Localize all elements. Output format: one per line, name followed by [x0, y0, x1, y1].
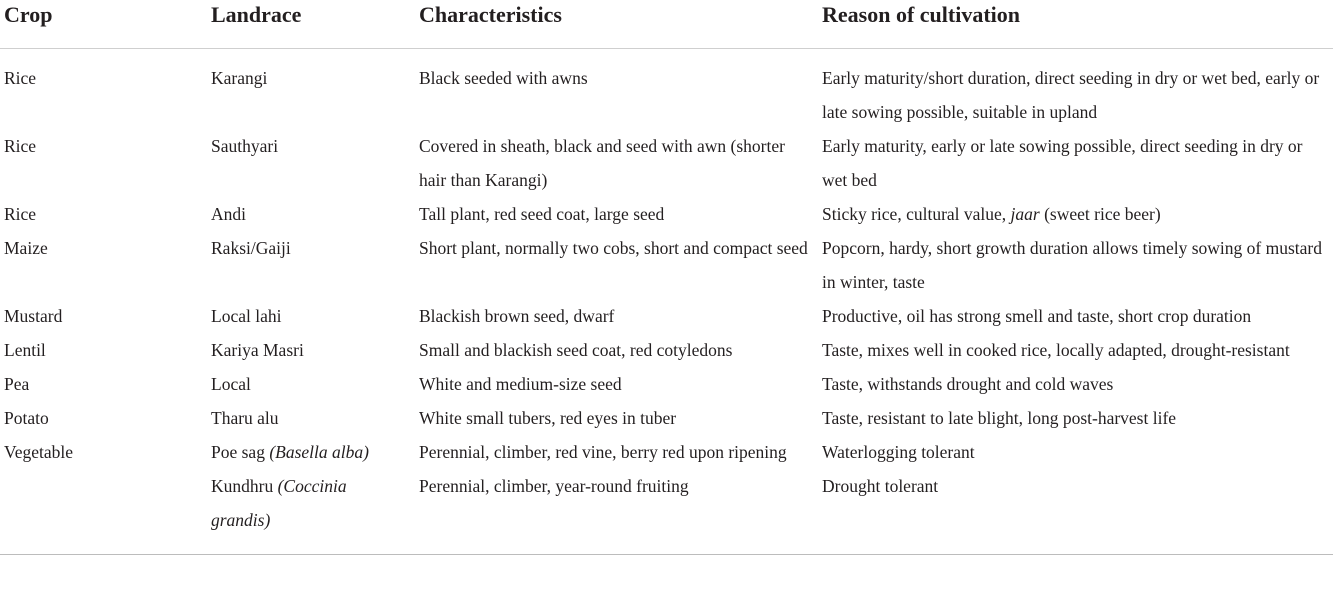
- cell-crop: Mustard: [4, 306, 63, 326]
- table-row: [0, 197, 1333, 231]
- cell-reason: Taste, withstands drought and cold waves: [822, 374, 1114, 394]
- cell-crop: Rice: [4, 68, 37, 88]
- cell-reason: Popcorn, hardy, short growth duration allows timely sowing of mustard in winter, taste: [822, 238, 1322, 292]
- cell-landrace: Sauthyari: [211, 136, 279, 156]
- header-landrace: Landrace: [207, 0, 415, 49]
- cell-characteristics: Blackish brown seed, dwarf: [419, 306, 615, 326]
- cell-characteristics: White and medium-size seed: [419, 374, 622, 394]
- cell-landrace: Kariya Masri: [211, 340, 304, 360]
- cell-characteristics: Short plant, normally two cobs, short and compact seed: [419, 238, 808, 258]
- table-bottom-rule: [0, 554, 1333, 555]
- cell-characteristics: Covered in sheath, black and seed with awn (shorter hair than Karangi): [419, 136, 785, 190]
- cell-crop: Lentil: [4, 340, 46, 360]
- cell-reason: Waterlogging tolerant: [822, 442, 975, 462]
- cell-landrace: Local lahi: [211, 306, 282, 326]
- cell-landrace: Andi: [211, 204, 246, 224]
- cell-landrace: Local: [211, 374, 251, 394]
- cell-characteristics: Perennial, climber, red vine, berry red upon ripening: [419, 442, 787, 462]
- cell-crop: Maize: [4, 238, 48, 258]
- table-row: [0, 49, 1333, 130]
- cell-reason: Taste, resistant to late blight, long post-harvest life: [822, 408, 1177, 428]
- cell-crop: Rice: [4, 204, 37, 224]
- cell-landrace: Karangi: [211, 68, 268, 88]
- cell-crop: [0, 469, 207, 554]
- header-characteristics: Characteristics: [415, 0, 818, 49]
- cell-landrace: Tharu alu: [211, 408, 279, 428]
- table-row: [0, 435, 1333, 469]
- table-row: [0, 333, 1333, 367]
- table-header-row: [0, 0, 1333, 49]
- cell-characteristics: Tall plant, red seed coat, large seed: [419, 204, 665, 224]
- cell-characteristics: Perennial, climber, year-round fruiting: [419, 476, 689, 496]
- cell-landrace: Raksi/Gaiji: [211, 238, 291, 258]
- cell-characteristics: Small and blackish seed coat, red cotyledons: [419, 340, 733, 360]
- table-row: [0, 401, 1333, 435]
- cell-landrace: Poe sag (Basella alba): [211, 442, 369, 462]
- cell-reason: Drought tolerant: [822, 476, 939, 496]
- cell-reason: Early maturity, early or late sowing possible, direct seeding in dry or wet bed: [822, 136, 1303, 190]
- cell-crop: Rice: [4, 136, 37, 156]
- header-reason: Reason of cultivation: [818, 0, 1333, 49]
- cell-characteristics: White small tubers, red eyes in tuber: [419, 408, 677, 428]
- cell-characteristics: Black seeded with awns: [419, 68, 588, 88]
- cell-crop: Pea: [4, 374, 30, 394]
- cell-crop: Potato: [4, 408, 49, 428]
- table-row: [0, 299, 1333, 333]
- cell-landrace: Kundhru (Coccinia grandis): [211, 476, 347, 530]
- header-crop: Crop: [0, 0, 207, 49]
- table-row: [0, 367, 1333, 401]
- table-row: [0, 231, 1333, 299]
- table-row: [0, 129, 1333, 197]
- table-row: [0, 469, 1333, 554]
- cell-reason: Sticky rice, cultural value, jaar (sweet rice beer): [822, 204, 1161, 224]
- cell-reason: Taste, mixes well in cooked rice, locally adapted, drought-resistant: [822, 340, 1290, 360]
- cell-crop: Vegetable: [4, 442, 73, 462]
- cell-reason: Productive, oil has strong smell and taste, short crop duration: [822, 306, 1252, 326]
- cell-reason: Early maturity/short duration, direct seeding in dry or wet bed, early or late sowing possible, suitable in upland: [822, 68, 1320, 122]
